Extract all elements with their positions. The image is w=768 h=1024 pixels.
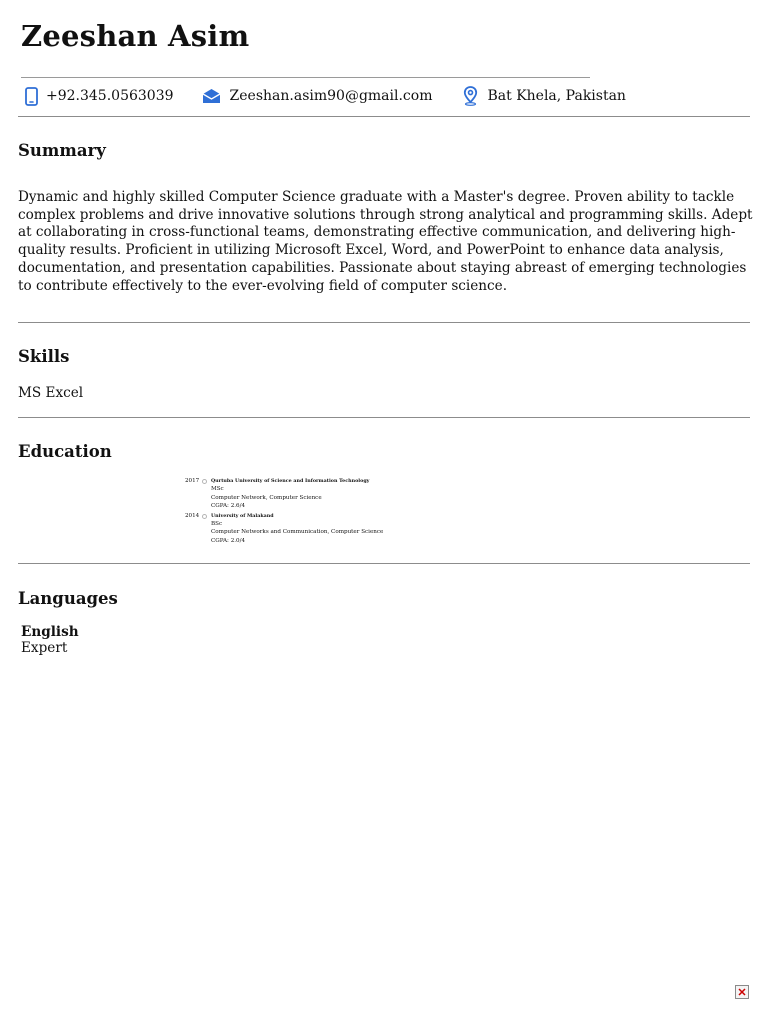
phone-icon <box>21 86 41 106</box>
contact-location <box>460 86 625 106</box>
location-text: Bat Khela, Pakistan <box>487 88 626 104</box>
education-entry <box>180 477 440 511</box>
education-entry <box>180 512 440 546</box>
education-divider <box>18 563 750 564</box>
contact-bar <box>21 84 654 108</box>
contact-divider <box>21 77 590 78</box>
education-heading: Education <box>18 442 112 461</box>
education-field: Computer Network, Computer Science <box>211 494 322 501</box>
contact-phone <box>21 86 174 106</box>
timeline-dot-icon <box>202 479 207 484</box>
education-cgpa: CGPA: 2.0/4 <box>211 537 246 544</box>
summary-divider <box>18 322 750 323</box>
summary-text: Dynamic and highly skilled Computer Science graduate with a Master's degree. Proven ability to tackle complex problems and drive innovative solutions through strong analytical and programming skills. Adept at collaborating in cross-functional teams, demonstrating effective communication, and delivering high-quality results. Proficient in utilizing Microsoft Excel, Word, and PowerPoint to enhance data analysis, documentation, and presentation capabilities. Passionate about staying abreast of emerging technologies to contribute effectively to the ever-evolving field of computer science. <box>18 189 753 294</box>
summary-heading: Summary <box>18 141 106 160</box>
timeline-dot-icon <box>202 514 207 519</box>
broken-image-icon <box>735 985 749 999</box>
education-year: 2014 <box>185 512 200 519</box>
language-level: Expert <box>21 640 68 656</box>
location-pin-icon <box>460 86 480 106</box>
education-year: 2017 <box>185 478 200 484</box>
education-field: Computer Networks and Communication, Computer Science <box>211 529 384 536</box>
education-degree: MSc <box>211 486 224 493</box>
skills-heading: Skills <box>18 347 70 366</box>
contact-email <box>202 86 433 106</box>
education-school: Qurtuba University of Science and Information Technology <box>211 478 370 484</box>
email-address: Zeeshan.asim90@gmail.com <box>229 88 433 104</box>
envelope-icon <box>202 86 222 106</box>
education-school: University of Malakand <box>211 512 274 519</box>
skills-divider <box>18 417 750 418</box>
skill-item: MS Excel <box>18 385 84 401</box>
education-cgpa: CGPA: 2.6/4 <box>211 503 246 510</box>
header-divider <box>18 116 750 117</box>
language-name: English <box>21 624 79 640</box>
education-degree: BSc <box>211 521 223 528</box>
languages-heading: Languages <box>18 589 118 608</box>
candidate-name: Zeeshan Asim <box>21 19 250 53</box>
education-timeline <box>180 477 440 546</box>
phone-number: +92.345.0563039 <box>46 88 174 104</box>
